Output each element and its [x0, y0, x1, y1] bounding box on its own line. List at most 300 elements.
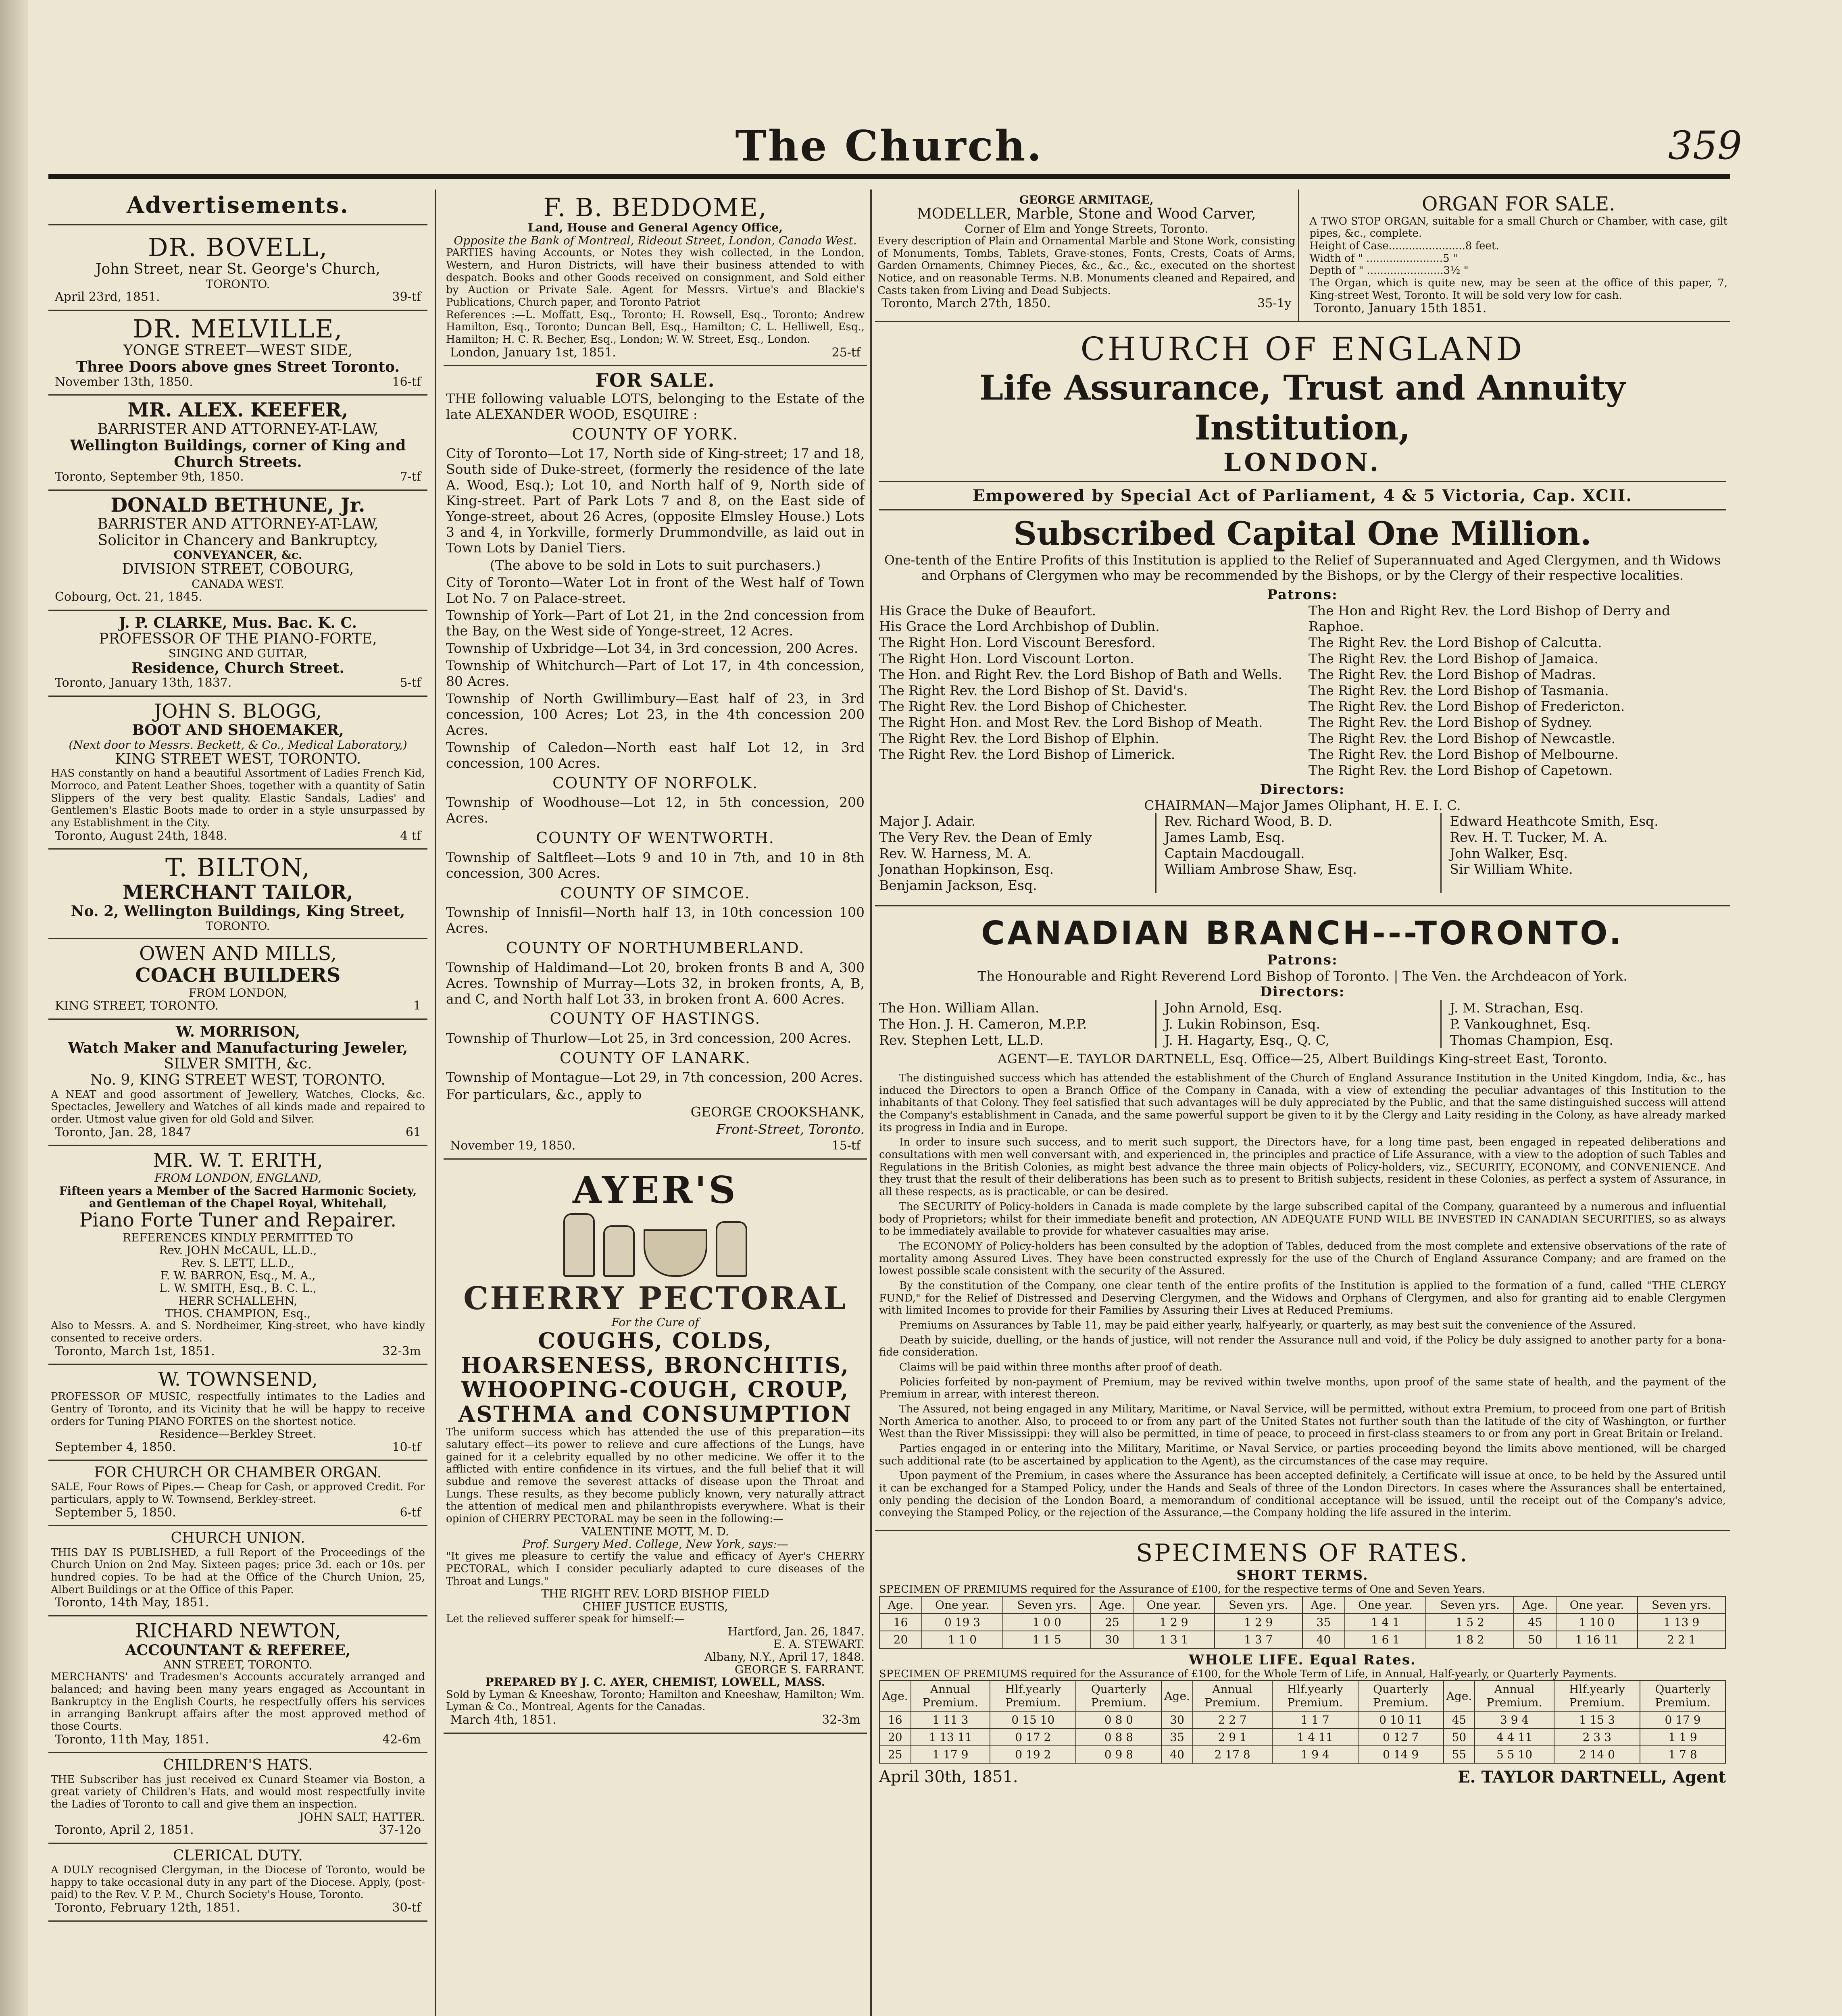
- ad-address: Front-Street, Toronto.: [716, 1121, 865, 1137]
- ad-date: April 23rd, 1851.: [55, 290, 160, 304]
- patron-entry: The Hon. and Right Rev. the Lord Bishop of Bath and Wells.: [879, 666, 1282, 683]
- ad-title: COACH BUILDERS: [135, 964, 341, 987]
- ad-body: Fifteen years a Member of the Sacred Harmonic Society, and Gentleman of the Chapel Royal, Whitehall,: [59, 1184, 417, 1210]
- ad-code: 32-3m: [822, 1712, 861, 1727]
- patron-entry: The Right Hon. and Most Rev. the Lord Bishop of Meath.: [879, 714, 1263, 730]
- table-cell: 16: [879, 1711, 911, 1729]
- table-cell: 1 15 3: [1554, 1711, 1640, 1729]
- ad-address: KING STREET, TORONTO.: [55, 998, 219, 1013]
- ad-date: Cobourg, Oct. 21, 1845.: [55, 590, 202, 604]
- patron-entry: The Hon and Right Rev. the Lord Bishop of Derry and Raphoe.: [1309, 602, 1671, 635]
- ad-date: March 4th, 1851.: [450, 1712, 557, 1727]
- ad-date: Toronto, January 13th, 1837.: [55, 675, 232, 690]
- director-entry: Rev. Stephen Lett, LL.D.: [879, 1032, 1044, 1048]
- patron-entry: The Right Rev. the Lord Bishop of St. David's.: [879, 682, 1188, 698]
- director-entry: J. H. Hagarty, Esq., Q. C,: [1164, 1032, 1330, 1048]
- short-terms-heading: SHORT TERMS.: [1236, 1567, 1369, 1583]
- table-cell: 1 1 9: [1640, 1729, 1725, 1746]
- ad-title: SILVER SMITH, &c.: [164, 1056, 312, 1073]
- ad-signer: JOHN SALT, HATTER.: [299, 1810, 425, 1824]
- ad-testimonial-name: CHIEF JUSTICE EUSTIS,: [582, 1599, 728, 1613]
- ad-body: Let the relieved sufferer speak for himself:—: [446, 1613, 685, 1625]
- ad-address: YONGE STREET—WEST SIDE,: [123, 342, 353, 359]
- branch-paragraph: Premiums on Assurances by Table 11, may be paid either yearly, half-yearly, or quarterly, as may best suit the convenience of the Assured.: [899, 1319, 1636, 1331]
- ad-date: Toronto, 14th May, 1851.: [55, 1595, 209, 1610]
- county-heading: COUNTY OF YORK.: [572, 425, 739, 443]
- ad-country: CANADA WEST.: [192, 577, 284, 591]
- ad-date: Toronto, January 15th 1851.: [1313, 301, 1487, 316]
- branch-paragraph: The SECURITY of Policy-holders in Canada is made complete by the large subscribed capital of the Company, guaranteed by a numerous and influential body of Proprietors; whilst for their immediate benefit and protection, AN ADEQUATE FUND WILL BE INVESTED IN CANADIAN SECURITIES, so as always to be immediately available to provide for whatever casualties may arise.: [879, 1200, 1726, 1238]
- short-terms-caption: SPECIMEN OF PREMIUMS required for the Assurance of £100, for the respective terms of One and Seven Years.: [879, 1583, 1486, 1595]
- ad-body: A NEAT and good assortment of Jewellery, Watches, Clocks, &c. Spectacles, Jewellery and Watches of all kinds made and repaired to order. Utmost value given for old Gold and Silver.: [51, 1088, 425, 1126]
- lot-entry: Township of Saltfleet—Lots 9 and 10 in 7th, and 10 in 8th concession, 300 Acres.: [446, 849, 865, 881]
- director-entry: The Hon. J. H. Cameron, M.P.P.: [879, 1016, 1087, 1032]
- institution-act: Empowered by Special Act of Parliament, 4 & 5 Victoria, Cap. XCII.: [972, 486, 1633, 506]
- bottle-icon: [563, 1213, 595, 1277]
- table-cell: 1 4 1: [1345, 1614, 1426, 1631]
- ad-title: CONVEYANCER, &c.: [173, 548, 302, 562]
- apothecary-illustration: [446, 1213, 865, 1279]
- lot-entry: Township of Haldimand—Lot 20, broken fronts B and A, 300 Acres. Township of Murray—Lots 32, in broken fronts, A, B, and C, and North half Lot 33, in broken front A. 600 Acres.: [446, 959, 865, 1007]
- patron-entry: The Right Hon. Lord Viscount Beresford.: [879, 635, 1156, 651]
- table-cell: 1 13 11: [911, 1729, 990, 1746]
- table-cell: 0 19 3: [922, 1614, 1003, 1631]
- ad-prepared-by: PREPARED BY J. C. AYER, CHEMIST, LOWELL, MASS.: [485, 1675, 825, 1689]
- branch-paragraph: The ECONOMY of Policy-holders has been consulted by the adoption of Tables, deduced from the most complete and extensive observations of the rate of mortality among Assured Lives. They have been constructed expressly for the use of the Church of England Assurance Company; and are framed on the lowest possible scale consistent with the security of the Assured.: [879, 1240, 1726, 1277]
- lot-entry: Township of Woodhouse—Lot 12, in 5th concession, 200 Acres.: [446, 794, 865, 826]
- ad-quote: "It gives me pleasure to certify the value and efficacy of Ayer's CHERRY PECTORAL, which I consider peculiarly adapted to cure diseases of the Throat and Lungs.": [446, 1550, 865, 1587]
- ad-name: J. P. CLARKE, Mus. Bac. K. C.: [119, 614, 357, 631]
- ad-particulars: For particulars, &c., apply to: [446, 1087, 642, 1103]
- ad-armitage: [875, 190, 1299, 321]
- county-heading: COUNTY OF NORFOLK.: [552, 774, 758, 792]
- ad-title: Land, House and General Agency Office,: [527, 221, 783, 235]
- ad-address: Residence—Berkley Street.: [159, 1427, 317, 1441]
- ad-body: SALE, Four Rows of Pipes.— Cheap for Cash, or approved Credit. For particulars, apply to W. Townsend, Berkley-street.: [51, 1481, 425, 1506]
- ad-beddome: [444, 190, 867, 366]
- institution-capital: Subscribed Capital One Million.: [1013, 514, 1592, 553]
- church-of-england-assurance: [875, 322, 1730, 901]
- ad-refs-heading: REFERENCES KINDLY PERMITTED TO: [123, 1231, 353, 1244]
- ad-name: DR. MELVILLE,: [133, 314, 343, 344]
- directors-heading: Directors:: [1260, 781, 1345, 798]
- ad-title: Solicitor in Chancery and Bankruptcy,: [98, 532, 378, 549]
- ad-code: 4 tf: [400, 829, 421, 843]
- patron-entry: The Right Rev. the Lord Bishop of Calcutta.: [1309, 635, 1602, 651]
- ad-code: 5-tf: [400, 675, 421, 690]
- table-cell: 45: [1444, 1711, 1475, 1729]
- ad-address: Corner of Elm and Yonge Streets, Toronto.: [965, 222, 1209, 235]
- newspaper-title: The Church.: [735, 121, 1043, 171]
- ad-date: Albany, N.Y., April 17, 1848.: [704, 1650, 865, 1664]
- ad-address: DIVISION STREET, COBOURG,: [122, 561, 354, 578]
- divider: [48, 224, 427, 225]
- director-entry: Rev. W. Harness, M. A.: [879, 845, 1032, 861]
- ad-code: 42-6m: [382, 1732, 421, 1747]
- table-cell: 1 1 5: [1003, 1631, 1091, 1648]
- ad-title: BARRISTER AND ATTORNEY-AT-LAW,: [97, 421, 379, 438]
- ad-code: 37-12o: [379, 1823, 421, 1837]
- table-cell: 2 14 0: [1554, 1746, 1640, 1763]
- county-heading: COUNTY OF LANARK.: [559, 1049, 751, 1067]
- ad-title: BARRISTER AND ATTORNEY-AT-LAW,: [97, 516, 379, 533]
- patron-entry: His Grace the Duke of Beaufort.: [879, 602, 1096, 619]
- ad-body: PROFESSOR OF MUSIC, respectfully intimates to the Ladies and Gentry of Toronto, and its Vicinity that he will be happy to receive orders for Tuning PIANO FORTES on the shortest notice.: [51, 1391, 425, 1428]
- ad-date: Toronto, February 12th, 1851.: [55, 1900, 240, 1915]
- bottle-icon: [716, 1221, 747, 1277]
- branch-title: CANADIAN BRANCH---TORONTO.: [981, 914, 1624, 952]
- divider: [879, 481, 1726, 482]
- branch-directors: [879, 1000, 1726, 1048]
- lot-entry: Township of Innisfil—North half 13, in 10th concession 100 Acres.: [446, 904, 865, 936]
- ad-code: 35-1y: [1257, 296, 1292, 311]
- ad-name: W. MORRISON,: [175, 1023, 300, 1040]
- ad-address: Opposite the Bank of Montreal, Rideout Street, London, Canada West.: [454, 233, 857, 247]
- ad-address: ANN STREET, TORONTO.: [163, 1658, 313, 1672]
- lot-entry: City of Toronto—Water Lot in front of the West half of Town Lot No. 7 on Palace-street.: [446, 574, 865, 606]
- ad-church-union: [48, 1526, 427, 1616]
- ad-dimension: Depth of " .......................3½ ": [1309, 264, 1469, 277]
- ad-title: MODELLER, Marble, Stone and Wood Carver,: [917, 206, 1256, 223]
- directors-col: [1450, 813, 1726, 893]
- director-entry: Rev. Richard Wood, B. D.: [1164, 813, 1333, 829]
- branch-agent: AGENT—E. TAYLOR DARTNELL, Esq. Office—25, Albert Buildings King-street East, Toronto.: [998, 1051, 1607, 1067]
- page-number: 359: [1668, 123, 1742, 168]
- mortar-icon: [644, 1229, 707, 1277]
- director-entry: J. Lukin Robinson, Esq.: [1164, 1016, 1321, 1032]
- table-cell: 0 19 2: [990, 1746, 1076, 1763]
- institution-title: CHURCH OF ENGLAND: [1080, 330, 1525, 368]
- divider: [875, 905, 1730, 906]
- ad-note: For the Cure of: [611, 1316, 699, 1329]
- binding-gutter: [0, 0, 28, 2016]
- ad-testimonial-title: Prof. Surgery Med. College, New York, says:—: [522, 1537, 788, 1551]
- county-heading: COUNTY OF HASTINGS.: [550, 1010, 761, 1028]
- ad-body: Every description of Plain and Ornamental Marble and Stone Work, consisting of Monuments, Tombs, Tablets, Grave-stones, Fonts, Crests, Coats of Arms, Garden Ornaments, Chimney Pieces, &c., &c., &c., executed on the shortest Notice, and on reasonable Terms. N.B. Monuments cleaned and Repaired, and Casts taken from Living and Dead Subjects.: [877, 235, 1296, 297]
- ad-name: JOHN S. BLOGG,: [154, 700, 322, 723]
- table-cell: 35: [1302, 1614, 1345, 1631]
- ad-title: AYER'S: [573, 1168, 738, 1212]
- table-row: [879, 1729, 1725, 1746]
- ad-title: BOOT AND SHOEMAKER,: [132, 722, 344, 739]
- branch-paragraph: Parties engaged in or entering into the Military, Maritime, or Naval Service, or parties proceeding beyond the limits above mentioned, will be charged such additional rate (to be ascertained by application to the Agent), as the circumstances of the case may require.: [879, 1442, 1726, 1467]
- director-entry: Edward Heathcote Smith, Esq.: [1450, 813, 1659, 829]
- ad-testimonial-name: THE RIGHT REV. LORD BISHOP FIELD: [541, 1587, 769, 1601]
- patrons-heading: Patrons:: [1267, 586, 1338, 603]
- ad-organ-townsend: [48, 1461, 427, 1526]
- ad-ref: HERR SCHALLEHN,: [178, 1294, 298, 1308]
- table-cell: 2 9 1: [1193, 1729, 1272, 1746]
- directors-col: [879, 813, 1156, 893]
- ad-ref: Rev. JOHN McCAUL, LL.D.,: [159, 1243, 317, 1257]
- ad-bethune: [48, 491, 427, 611]
- table-cell: 1 1 7: [1272, 1711, 1358, 1729]
- divider: [875, 1530, 1730, 1531]
- table-cell: 0 17 9: [1640, 1711, 1725, 1729]
- specimens-of-rates: [875, 1535, 1730, 1791]
- ad-code: 15-tf: [831, 1139, 861, 1153]
- ad-date: Hartford, Jan. 26, 1847.: [727, 1624, 865, 1638]
- table-cell: 25: [1091, 1614, 1133, 1631]
- director-entry: The Very Rev. the Dean of Emly: [879, 829, 1092, 845]
- ad-townsend: [48, 1365, 427, 1461]
- table-cell: 2 2 1: [1638, 1631, 1725, 1648]
- ad-title: CHILDREN'S HATS.: [163, 1757, 313, 1774]
- masthead: [48, 121, 1742, 173]
- table-cell: 1 2 9: [1133, 1614, 1214, 1631]
- column-right: [875, 190, 1730, 2016]
- ad-date: Toronto, September 9th, 1850.: [55, 470, 244, 484]
- patron-entry: The Right Rev. the Lord Bishop of Jamaica.: [1309, 650, 1598, 666]
- ad-body: PARTIES having Accounts, or Notes they wish collected, in the London, Western, and Huron Districts, will have their business attended to with despatch. Books and other Goods received on consignment, and Sold either by Auction or Private Sale. Agent for Messrs. Virtue's and Blackie's Publications, Church paper, and Toronto Patriot: [446, 247, 865, 308]
- director-entry: Major J. Adair.: [879, 813, 976, 829]
- ad-melville: [48, 311, 427, 396]
- ad-signer: GEORGE CROOKSHANK,: [690, 1104, 865, 1120]
- table-cell: 0 10 11: [1358, 1711, 1444, 1729]
- director-entry: Rev. H. T. Tucker, M. A.: [1450, 829, 1608, 845]
- ad-name: DR. BOVELL,: [148, 233, 328, 262]
- ad-title: SINGING AND GUITAR,: [168, 647, 308, 660]
- patron-entry: The Right Rev. the Lord Bishop of Chichester.: [879, 698, 1188, 714]
- table-cell: 20: [879, 1729, 911, 1746]
- directors-col: [879, 1000, 1156, 1048]
- ad-body: Also to Messrs. A. and S. Nordheimer, King-street, who have kindly consented to receive orders.: [51, 1320, 425, 1345]
- ad-erith: [48, 1146, 427, 1365]
- ad-name: MR. W. T. ERITH,: [152, 1149, 323, 1172]
- bottle-icon: [603, 1225, 635, 1277]
- ad-name: W. TOWNSEND,: [158, 1368, 318, 1391]
- directors-col: [1165, 1000, 1442, 1048]
- short-terms-table: Age. One year. Seven yrs. Age. One year. Seven yrs. Age. One year. Seven yrs. Age. One year. Seven yrs. 16 0 19 3 1 0 0 25 1 2 9 1 2 9 35 1 4 1 1 5 2 45 1 10 0 1 13 9 20 1 1 0 1 1 5 30 1 3 1 1 3 7 40 1 6 1 1 8 2 50 1 16 11 2 2 1: [879, 1596, 1726, 1649]
- ad-bovell: [48, 229, 427, 311]
- ad-address: Residence, Church Street.: [131, 659, 345, 677]
- directors-heading: Directors:: [1260, 984, 1345, 1000]
- lot-entry: Township of York—Part of Lot 21, in the 2nd concession from the Bay, on the West side of Yonge-street, 12 Acres.: [446, 607, 865, 639]
- ad-date: September 4, 1850.: [55, 1440, 176, 1454]
- ad-name: GEORGE ARMITAGE,: [1019, 193, 1154, 206]
- ad-subtitle: CHERRY PECTORAL: [463, 1280, 847, 1317]
- column-advertisements: [48, 190, 427, 2016]
- masthead-rule: [48, 174, 1730, 179]
- table-cell: 25: [879, 1746, 911, 1763]
- patron-entry: The Right Rev. the Lord Bishop of Elphin.: [879, 730, 1159, 746]
- county-heading: COUNTY OF WENTWORTH.: [536, 829, 775, 847]
- institution-city: LONDON.: [1223, 448, 1382, 477]
- ad-name: DONALD BETHUNE, Jr.: [110, 494, 365, 516]
- table-cell: 2 2 7: [1193, 1711, 1272, 1729]
- ad-organ-for-sale: [1307, 190, 1730, 321]
- rates-title: SPECIMENS OF RATES.: [1136, 1539, 1469, 1567]
- section-heading: Advertisements.: [126, 192, 350, 219]
- ad-signer: GEORGE S. FARRANT.: [734, 1662, 865, 1676]
- table-cell: 1 2 9: [1215, 1614, 1302, 1631]
- branch-paragraph: The distinguished success which has attended the establishment of the Church of England Assurance Institution in the United Kingdom, India, &c., has induced the Directors to open a Branch Office of the Company in Canada, with a view of extending the peculiar advantages of this Institution to the inhabitants of that Colony. They feel satisfied that such advantages will be duly appreciated by the Public, and that the same distinguished success will attend the Company's establishment in Canada, and the same powerful support be given to it by the Clergy and Laity residing in the Colony, as have already marked its progress in India and in Europe.: [879, 1072, 1726, 1134]
- table-cell: 30: [1091, 1631, 1133, 1648]
- ad-address: KING STREET WEST, TORONTO.: [115, 750, 361, 767]
- table-cell: 4 4 11: [1475, 1729, 1554, 1746]
- ad-morrison: [48, 1020, 427, 1146]
- ad-title: PROFESSOR OF THE PIANO-FORTE,: [99, 630, 377, 647]
- ad-sold-by: Sold by Lyman & Kneeshaw, Toronto; Hamilton and Kneeshaw, Hamilton; Wm. Lyman & Co., Montreal, Agents for the Canadas.: [446, 1688, 865, 1713]
- branch-paragraph: By the constitution of the Company, one clear tenth of the entire profits of the Institution is applied to the formation of a fund, called "THE CLERGY FUND," for the Relief of Distressed and Deserving Clergymen, and the Widows and Orphans of Clergymen, and also for granting aid to enable Clergymen with limited Incomes to provide for their Families by Assuring their Lives at Reduced Premiums.: [879, 1279, 1726, 1317]
- ad-body: MERCHANTS' and Tradesmen's Accounts accurately arranged and balanced; and having been many years engaged as Accountant in Bankruptcy in the English Courts, he respectfully offers his services in arranging Bankrupt affairs after the most approved method of those Courts.: [51, 1671, 425, 1733]
- table-cell: 40: [1302, 1631, 1345, 1648]
- patron-entry: The Right Rev. the Lord Bishop of Melbourne.: [1309, 746, 1619, 762]
- table-cell: 1 16 11: [1556, 1631, 1637, 1648]
- director-entry: John Walker, Esq.: [1450, 845, 1568, 861]
- table-cell: 0 12 7: [1358, 1729, 1444, 1746]
- table-cell: 1 7 8: [1640, 1746, 1725, 1763]
- table-row: [879, 1746, 1725, 1763]
- ad-date: Toronto, March 1st, 1851.: [55, 1344, 215, 1358]
- ad-city: TORONTO.: [206, 919, 270, 933]
- lot-entry: City of Toronto—Lot 17, North side of King-street; 17 and 18, South side of Duke-street, (formerly the residence of the late A. Wood, Esq.); Lot 10, and North half of 9, North side of King-street. Part of Park Lots 7 and 8, on the East side of Yonge-street, about 26 Acres, (opposite Elmsley House.) Lots 3 and 4, in Yorkville, formerly Drummondville, as laid out in Town Lots by Daniel Tiers.: [446, 446, 865, 556]
- table-cell: 0 9 8: [1076, 1746, 1161, 1763]
- institution-tenth: One-tenth of the Entire Profits of this Institution is applied to the Relief of Superannuated and Aged Clergymen, and th Widows and Orphans of Clergymen who may be recommended by the Bishops, or by the Clergy of their respective localities.: [884, 552, 1721, 583]
- column-rule: [435, 190, 436, 2016]
- director-entry: Sir William White.: [1450, 861, 1573, 877]
- ad-code: 16-tf: [392, 375, 421, 389]
- ad-dimension: Height of Case.......................8 feet.: [1309, 240, 1499, 252]
- table-cell: 1 9 4: [1272, 1746, 1358, 1763]
- director-entry: John Arnold, Esq.: [1164, 1000, 1282, 1016]
- patrons-heading: Patrons:: [1267, 952, 1338, 968]
- ad-title: MERCHANT TAILOR,: [123, 881, 353, 904]
- ad-ailments: COUGHS, COLDS, HOARSENESS, BRONCHITIS, WHOOPING-COUGH, CROUP, ASTHMA and CONSUMPTION: [458, 1328, 852, 1427]
- table-cell: 1 1 0: [922, 1631, 1003, 1648]
- patron-entry: The Right Rev. the Lord Bishop of Madras.: [1309, 666, 1596, 683]
- table-cell: 1 17 9: [911, 1746, 990, 1763]
- ad-title: FOR SALE.: [595, 369, 715, 392]
- whole-life-table: Age. Annual Premium. Hlf.yearly Premium. Quarterly Premium. Age. Annual Premium. Hlf.yearly Premium. Quarterly Premium. Age. Annual Premium. Hlf.yearly Premium. Quarterly Premium. 16 1 11 3 0 15 10 0 8 0 30 2 2 7 1 1 7 0 10 11 45 3 9 4 1 15 3 0 17 9 20 1 13 11 0 17 2 0 8 8 35 2 9 1 1 4 11 0 12 7 50 4 4 11 2 3 3 1 1 9 25 1 17 9 0 19 2 0 9 8 40 2 17 8 1 9 4 0 14 9 55 5 5 10 2 14 0 1 7 8: [879, 1680, 1726, 1764]
- table-row: [879, 1711, 1725, 1729]
- table-cell: 1 8 2: [1426, 1631, 1514, 1648]
- patron-entry: The Right Rev. the Lord Bishop of Fredericton.: [1309, 698, 1625, 714]
- ad-body: THE Subscriber has just received ex Cunard Steamer via Boston, a great variety of Children's Hats, and would most respectfully invite the Ladies of Toronto to call and give them an inspection.: [51, 1773, 425, 1811]
- ad-name: T. BILTON,: [165, 853, 310, 883]
- branch-paragraph: Policies forfeited by non-payment of Premium, may be revived within twelve months, upon proof of the same state of health, and the payment of the Premium in arrear, with interest thereon.: [879, 1376, 1726, 1401]
- ad-code: 61: [405, 1125, 421, 1139]
- ad-intro: THE following valuable LOTS, belonging to the Estate of the late ALEXANDER WOOD, ESQUIRE :: [446, 390, 865, 422]
- table-cell: 35: [1161, 1729, 1193, 1746]
- ad-signer: E. A. STEWART.: [773, 1637, 865, 1651]
- lot-entry: (The above to be sold in Lots to suit purchasers.): [490, 557, 821, 573]
- ad-date: September 5, 1850.: [55, 1505, 176, 1520]
- divider: [879, 509, 1726, 510]
- director-entry: J. M. Strachan, Esq.: [1450, 1000, 1584, 1016]
- ad-childrens-hats: [48, 1753, 427, 1843]
- ad-code: 6-tf: [400, 1505, 421, 1520]
- patron-entry: The Right Rev. the Lord Bishop of Capetown.: [1309, 762, 1613, 778]
- institution-subtitle: Life Assurance, Trust and Annuity Institution,: [979, 368, 1625, 448]
- director-entry: William Ambrose Shaw, Esq.: [1164, 861, 1357, 877]
- branch-paragraph: In order to insure such success, and to merit such support, the Directors have, for a long time past, been engaged in repeated deliberations and consultations with men well conversant with, and experienced in, the principles and practice of Life Assurance, with a view to the adoption of such Tables and Regulations in the British Colonies, as might best advance the three main objects of Policy-holders, viz., SECURITY, ECONOMY, and CONVENIENCE. And they trust that the result of their deliberations has been such as to present to British subjects, resident in these Colonies, as perfect a system of Assurance, in all these respects, as is practicable, or can be desired.: [879, 1136, 1726, 1198]
- patrons-list: [879, 603, 1726, 779]
- ad-dimension: Width of " .......................5 ": [1309, 252, 1458, 264]
- ad-date: Toronto, March 27th, 1850.: [881, 296, 1051, 311]
- ad-ayers-cherry-pectoral: [444, 1165, 867, 1734]
- lot-entry: Township of Uxbridge—Lot 34, in 3rd concession, 200 Acres.: [446, 640, 858, 656]
- ad-code: 25-tf: [831, 345, 861, 360]
- table-cell: 1 4 11: [1272, 1729, 1358, 1746]
- ad-name: MR. ALEX. KEEFER,: [127, 399, 348, 422]
- ad-note: FROM LONDON,: [188, 986, 288, 1000]
- ad-title: Watch Maker and Manufacturing Jeweler,: [68, 1039, 408, 1056]
- ad-bilton: [48, 850, 427, 939]
- ad-clarke: [48, 611, 427, 697]
- ad-newton: [48, 1616, 427, 1753]
- ad-address: No. 9, KING STREET WEST, TORONTO.: [90, 1072, 385, 1089]
- ad-body: THIS DAY IS PUBLISHED, a full Report of the Proceedings of the Church Union on 2nd May. Sixteen pages; price 3d. each or 10s. per hundred copies. To be had at the Office of the Church Union, 25, Albert Buildings or at the Office of this Paper.: [51, 1546, 425, 1596]
- table-row: [879, 1614, 1725, 1631]
- ad-ref: F. W. BARRON, Esq., M. A.,: [160, 1269, 316, 1283]
- county-heading: COUNTY OF NORTHUMBERLAND.: [506, 939, 805, 957]
- ad-ref: THOS. CHAMPION, Esq.,: [165, 1307, 311, 1320]
- lot-entry: Township of Whitchurch—Part of Lot 17, in 4th concession, 80 Acres.: [446, 658, 865, 689]
- director-entry: Captain Macdougall.: [1164, 845, 1305, 861]
- patron-entry: The Right Hon. Lord Viscount Lorton.: [879, 650, 1134, 666]
- table-cell: 1 3 7: [1215, 1631, 1302, 1648]
- ad-code: 10-tf: [392, 1440, 421, 1454]
- ad-title: Piano Forte Tuner and Repairer.: [79, 1209, 397, 1232]
- whole-life-caption: SPECIMEN OF PREMIUMS required for the Assurance of £100, for the Whole Term of Life, in Annual, Half-yearly, or Quarterly Payments.: [879, 1668, 1617, 1680]
- ad-date: Toronto, Jan. 28, 1847: [55, 1125, 192, 1139]
- lot-entry: Township of Caledon—North east half Lot 12, in 3rd concession, 100 Acres.: [446, 739, 865, 771]
- canadian-branch: [875, 910, 1730, 1526]
- ad-date: Toronto, August 24th, 1848.: [55, 829, 227, 843]
- ad-owen-mills: [48, 939, 427, 1019]
- director-entry: James Lamb, Esq.: [1164, 829, 1285, 845]
- whole-life-heading: WHOLE LIFE. Equal Rates.: [1189, 1652, 1416, 1668]
- branch-paragraph: Claims will be paid within three months after proof of death.: [899, 1361, 1223, 1373]
- table-cell: 50: [1444, 1729, 1475, 1746]
- ad-address: Church Streets.: [174, 453, 302, 471]
- ad-body: A DULY recognised Clergyman, in the Diocese of Toronto, would be happy to take occasional duty in any part of the Diocese. Apply, (post-paid) to the Rev. V. P. M., Church Society's House, Toronto.: [51, 1864, 425, 1901]
- ad-name: OWEN AND MILLS,: [139, 942, 337, 965]
- director-entry: Thomas Champion, Esq.: [1450, 1032, 1613, 1048]
- ad-date: Toronto, 11th May, 1851.: [55, 1732, 209, 1747]
- branch-paragraph: Death by suicide, duelling, or the hands of justice, will not render the Assurance null and void, if the Policy be duly assigned to another party for a bona-fide consideration.: [879, 1334, 1726, 1359]
- branch-paragraph: The Assured, not being engaged in any Military, Maritime, or Naval Service, will be permitted, without extra Premium, to proceed from one part of British North America to another. Also, to proceed to or from any part of the United States not further south than the latitude of the city of Washington, or further West than the River Mississippi: they will also be permitted, in time of peace, to proceed in first-class steamers to or from any port in Great Britain or Ireland.: [879, 1403, 1726, 1440]
- table-cell: 16: [879, 1614, 922, 1631]
- county-heading: COUNTY OF SIMCOE.: [560, 884, 750, 902]
- ad-code: 30-tf: [392, 1900, 421, 1915]
- rates-date: April 30th, 1851.: [879, 1768, 1018, 1787]
- column-rule: [870, 190, 872, 2016]
- ad-testimonial-name: VALENTINE MOTT, M. D.: [581, 1524, 729, 1538]
- ad-address: No. 2, Wellington Buildings, King Street,: [71, 903, 405, 920]
- ad-address: Three Doors above gnes Street Toronto.: [76, 358, 400, 376]
- director-entry: The Hon. William Allan.: [879, 1000, 1040, 1016]
- ad-note: (Next door to Messrs. Beckett, & Co., Medical Laboratory,): [69, 738, 407, 752]
- top-ads-row: [875, 190, 1730, 322]
- table-cell: 20: [879, 1631, 922, 1648]
- table-cell: 30: [1161, 1711, 1193, 1729]
- ad-clerical-duty: [48, 1844, 427, 1922]
- directors-col: [1450, 1000, 1726, 1048]
- ad-ref: L. W. SMITH, Esq., B. C. L.,: [159, 1281, 317, 1295]
- ad-code: 7-tf: [400, 470, 421, 484]
- chairman: CHAIRMAN—Major James Oliphant, H. E. I. C.: [1144, 798, 1461, 814]
- ad-city: TORONTO.: [206, 277, 270, 291]
- ad-blogg: [48, 697, 427, 850]
- table-cell: 1 6 1: [1345, 1631, 1426, 1648]
- table-cell: 50: [1514, 1631, 1556, 1648]
- directors-col: [1165, 813, 1442, 893]
- ad-note: FROM LONDON, ENGLAND,: [154, 1171, 321, 1185]
- lot-entry: Township of North Gwillimbury—East half of 23, in 3rd concession, 100 Acres; Lot 23, in the 4th concession 200 Acres.: [446, 691, 865, 738]
- table-cell: 2 17 8: [1193, 1746, 1272, 1763]
